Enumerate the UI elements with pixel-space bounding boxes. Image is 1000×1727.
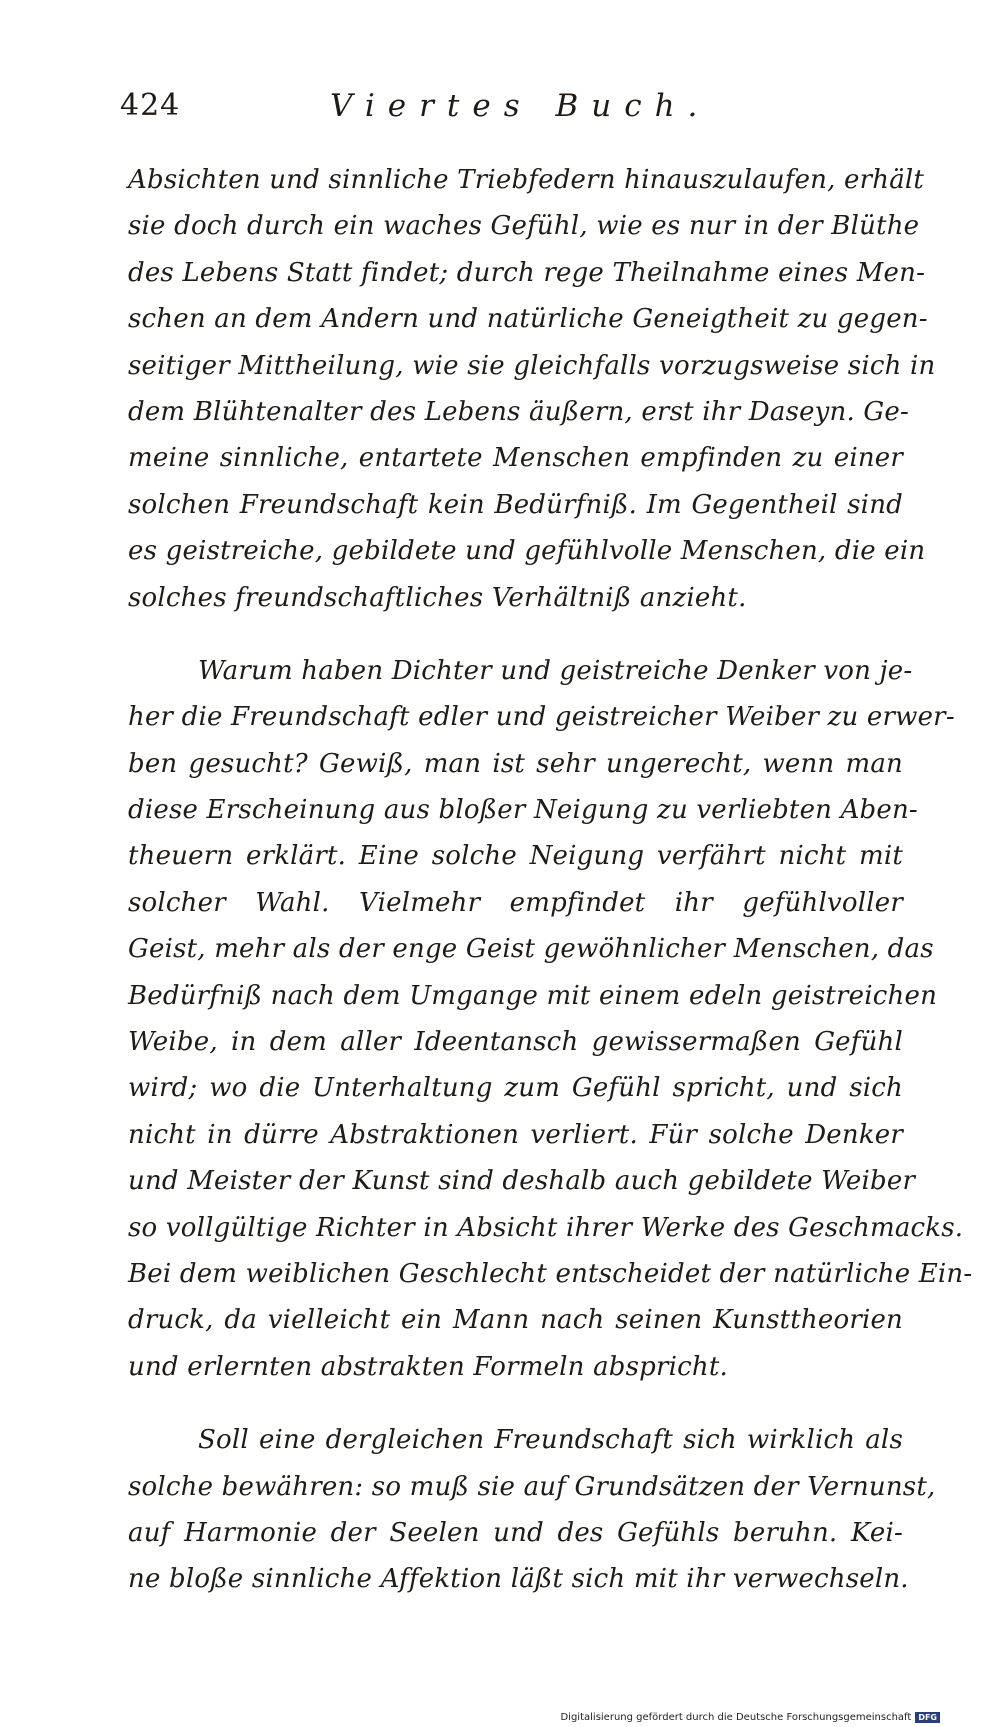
text-line: ne bloße sinnliche Affektion läßt sich mit ihr verwechseln. bbox=[128, 1564, 909, 1595]
text-line: seitiger Mittheilung, wie sie gleichfalls vorzugsweise sich in bbox=[128, 350, 936, 381]
dfg-logo: DFG bbox=[915, 1712, 940, 1723]
text-line: wird; wo die Unterhaltung zum Gefühl spricht, und sich bbox=[128, 1073, 903, 1104]
text-line: Weibe, in dem aller Ideentansch gewissermaßen Gefühl bbox=[128, 1027, 903, 1058]
text-line: auf Harmonie der Seelen und des Gefühls beruhn. Kei- bbox=[128, 1517, 903, 1548]
text-line: Absichten und sinnliche Triebfedern hinauszulaufen, erhält bbox=[128, 165, 925, 195]
paragraph-1 bbox=[128, 157, 936, 621]
text-line: und erlernten abstrakten Formeln abspricht. bbox=[128, 1351, 728, 1382]
text-line: ben gesucht? Gewiß, man ist sehr ungerecht, wenn man bbox=[128, 748, 903, 779]
running-head bbox=[120, 88, 900, 128]
text-line: und Meister der Kunst sind deshalb auch gebildete Weiber bbox=[128, 1166, 916, 1197]
text-line: Warum haben Dichter und geistreiche Denker von je- bbox=[198, 655, 913, 686]
text-line: nicht in dürre Abstraktionen verliert. Für solche Denker bbox=[128, 1119, 903, 1150]
text-line: solchen Freundschaft kein Bedürfniß. Im Gegentheil sind bbox=[128, 489, 903, 520]
credit-text: Digitalisierung gefördert durch die Deutsche Forschungsgemeinschaft bbox=[560, 1712, 912, 1723]
text-line: druck, da vielleicht ein Mann nach seinen Kunsttheorien bbox=[128, 1305, 903, 1336]
text-line: diese Erscheinung aus bloßer Neigung zu verliebten Aben- bbox=[128, 795, 918, 826]
paragraph-2 bbox=[128, 648, 973, 1390]
text-line: Bei dem weiblichen Geschlecht entscheidet der natürliche Ein- bbox=[128, 1258, 973, 1289]
text-line: so vollgültige Richter in Absicht ihrer Werke des Geschmacks. bbox=[128, 1212, 964, 1243]
text-line: Soll eine dergleichen Freundschaft sich wirklich als bbox=[198, 1425, 903, 1456]
text-line: sie doch durch ein waches Gefühl, wie es nur in der Blüthe bbox=[128, 211, 920, 242]
text-line: her die Freundschaft edler und geistreicher Weiber zu erwer- bbox=[128, 702, 955, 733]
text-line: meine sinnliche, entartete Menschen empfinden zu einer bbox=[128, 443, 903, 474]
text-line: theuern erklärt. Eine solche Neigung verfährt nicht mit bbox=[128, 841, 903, 872]
text-line: des Lebens Statt findet; durch rege Theilnahme eines Men- bbox=[128, 257, 926, 288]
text-line: dem Blühtenalter des Lebens äußern, erst ihr Daseyn. Ge- bbox=[128, 396, 909, 427]
text-line: Bedürfniß nach dem Umgange mit einem edeln geistreichen bbox=[128, 980, 938, 1011]
digitization-credit bbox=[560, 1712, 940, 1723]
running-title: Viertes Buch. bbox=[330, 88, 711, 124]
body-text bbox=[128, 157, 973, 1603]
page-number: 424 bbox=[120, 88, 181, 123]
text-line: solche bewähren: so muß sie auf Grundsätzen der Vernunst, bbox=[128, 1471, 936, 1502]
paragraph-3 bbox=[128, 1417, 936, 1603]
text-line: es geistreiche, gebildete und gefühlvolle Menschen, die ein bbox=[128, 536, 926, 567]
text-line: Geist, mehr als der enge Geist gewöhnlicher Menschen, das bbox=[128, 934, 934, 965]
text-line: solcher Wahl. Vielmehr empfindet ihr gefühlvoller bbox=[128, 887, 903, 918]
text-line: solches freundschaftliches Verhältniß anzieht. bbox=[128, 582, 747, 613]
text-line: schen an dem Andern und natürliche Geneigtheit zu gegen- bbox=[128, 304, 928, 335]
